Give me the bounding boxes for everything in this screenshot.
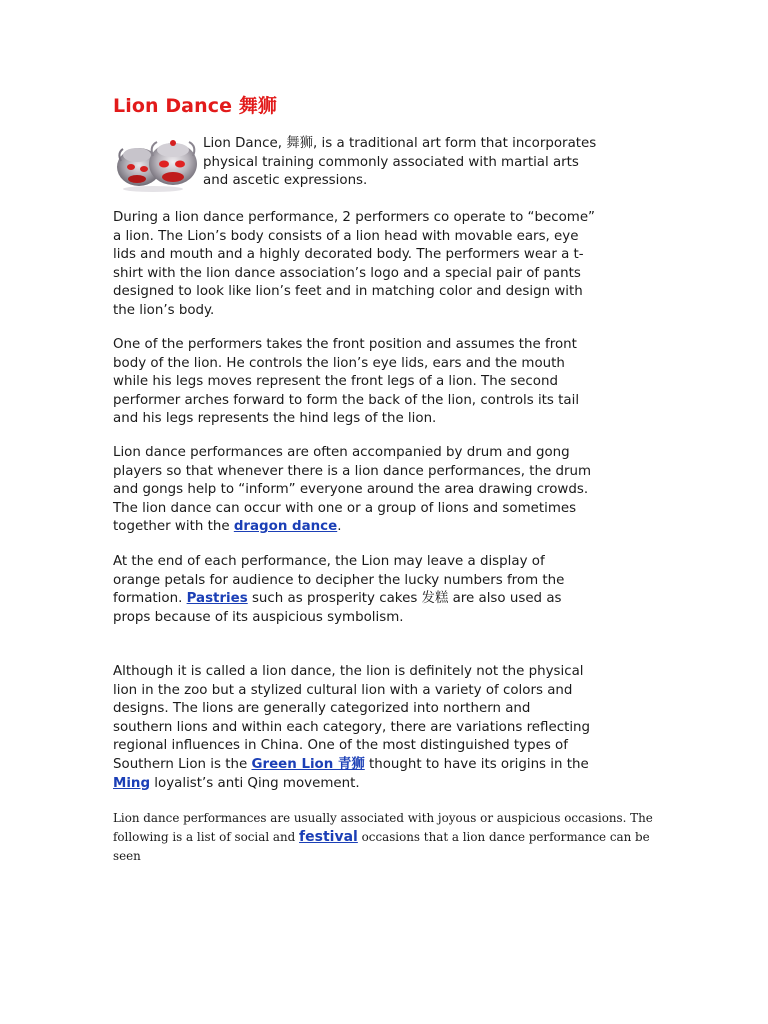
text-line: lion in the zoo but a stylized cultural lion with a variety of colors and xyxy=(113,682,573,698)
text-line: and ascetic expressions. xyxy=(203,173,368,189)
text-line: Lion Dance, 舞狮, is a traditional art form that incorporates xyxy=(203,136,597,151)
text-fragment: together with the xyxy=(113,519,234,535)
text-line: seen xyxy=(113,849,141,863)
text-line xyxy=(113,828,658,847)
text-line: Lion dance performances are usually associated with joyous or auspicious occasions. The xyxy=(113,811,653,825)
text-fragment: Southern Lion is the xyxy=(113,756,252,772)
occasions-paragraph xyxy=(113,809,658,866)
text-line: Lion dance performances are often accompanied by drum and gong xyxy=(113,445,570,460)
green-lion-link[interactable]: Green Lion 青狮 xyxy=(251,756,365,772)
text-line: the lion’s body. xyxy=(113,302,215,318)
text-line xyxy=(113,756,653,775)
performance-paragraph xyxy=(113,209,653,321)
text-line: players so that whenever there is a lion dance performances, the drum xyxy=(113,463,592,479)
petals-paragraph xyxy=(113,553,653,627)
text-line: regional influences in China. One of the most distinguished types of xyxy=(113,738,568,754)
text-fragment: formation. xyxy=(113,591,187,607)
text-line: designed to look like lion’s feet and in matching color and design with xyxy=(113,284,583,300)
text-line: and gongs help to “inform” everyone around the area drawing crowds. xyxy=(113,482,589,498)
festival-link[interactable]: festival xyxy=(299,829,358,845)
text-fragment: thought to have its origins in the xyxy=(364,756,589,772)
dragon-dance-link[interactable]: dragon dance xyxy=(233,519,338,535)
text-line: while his legs moves represent the front legs of a lion. The second xyxy=(113,374,558,390)
text-line: props because of its auspicious symbolism. xyxy=(113,609,404,625)
text-line: lids and mouth and a highly decorated body. The performers wear a t- xyxy=(113,247,584,263)
pastries-link[interactable]: Pastries xyxy=(186,591,248,607)
text-fragment: . xyxy=(337,519,342,535)
text-line: One of the performers takes the front position and assumes the front xyxy=(113,337,577,352)
text-fragment: such as prosperity cakes 发糕 are also used as xyxy=(247,591,562,607)
text-line: and his legs represents the hind legs of the lion. xyxy=(113,411,437,427)
text-line: body of the lion. He controls the lion’s eye lids, ears and the mouth xyxy=(113,355,565,371)
text-line: During a lion dance performance, 2 performers co operate to “become” xyxy=(113,210,595,225)
text-fragment: loyalist’s anti Qing movement. xyxy=(150,775,360,791)
drum-gong-paragraph xyxy=(113,444,653,537)
lion-types-paragraph xyxy=(113,663,653,793)
text-line: physical training commonly associated with martial arts xyxy=(203,154,579,170)
text-line xyxy=(113,775,653,794)
text-line: a lion. The Lion’s body consists of a lion head with movable ears, eye xyxy=(113,228,579,244)
text-line xyxy=(113,590,653,609)
intro-paragraph xyxy=(203,135,663,191)
text-line: Although it is called a lion dance, the lion is definitely not the physical xyxy=(113,664,584,679)
text-line: shirt with the lion dance association’s logo and a special pair of pants xyxy=(113,265,581,281)
text-line: At the end of each performance, the Lion may leave a display of xyxy=(113,554,545,569)
text-line: designs. The lions are generally categorized into northern and xyxy=(113,701,531,717)
lion-dance-image xyxy=(113,131,199,195)
text-line: southern lions and within each category, there are variations reflecting xyxy=(113,719,591,735)
text-line: orange petals for audience to decipher the lucky numbers from the xyxy=(113,572,565,588)
text-line xyxy=(113,518,653,537)
performers-paragraph xyxy=(113,336,653,429)
text-line: The lion dance can occur with one or a group of lions and sometimes xyxy=(113,500,577,516)
text-fragment: following is a list of social and xyxy=(113,830,300,844)
ming-link[interactable]: Ming xyxy=(113,775,151,791)
page-title: Lion Dance 舞狮 xyxy=(113,95,277,117)
text-fragment: occasions that a lion dance performance can be xyxy=(357,830,650,844)
text-line: performer arches forward to form the back of the lion, controls its tail xyxy=(113,392,580,408)
